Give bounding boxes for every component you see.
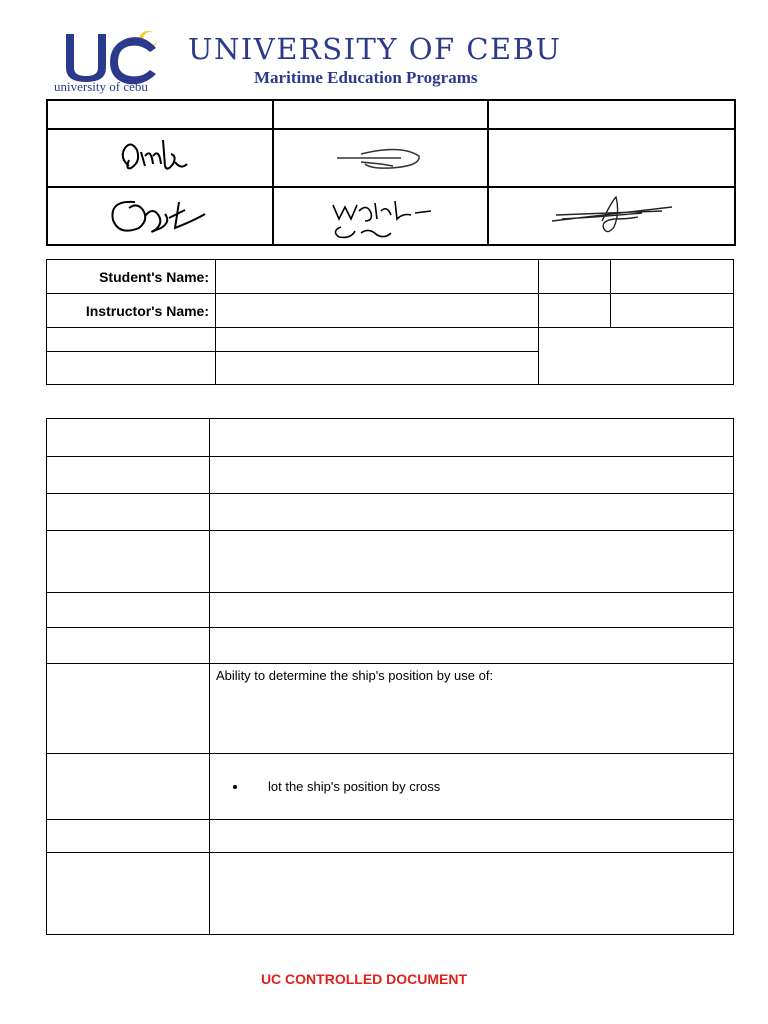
signature-cell [47, 187, 273, 245]
handwritten-signature [321, 191, 441, 241]
instructor-name-field[interactable] [216, 294, 539, 328]
table-cell [611, 294, 734, 328]
handwritten-signature [105, 192, 215, 240]
table-row [47, 664, 734, 754]
table-cell [488, 100, 735, 129]
university-title: UNIVERSITY OF CEBU [188, 32, 562, 66]
table-cell [488, 129, 735, 187]
ability-description: Ability to determine the ship's position by use of: [210, 664, 734, 754]
table-cell[interactable] [216, 352, 539, 385]
table-cell [539, 260, 611, 294]
table-cell [210, 593, 734, 628]
task-details-table [46, 418, 734, 935]
table-cell [47, 820, 210, 853]
table-row [47, 260, 734, 294]
table-cell [539, 294, 611, 328]
logo-caption: university of cebu [54, 79, 148, 94]
table-cell [47, 100, 273, 129]
table-row [47, 457, 734, 494]
signature-cell [273, 187, 488, 245]
table-row [47, 820, 734, 853]
bullet-list [216, 779, 727, 794]
table-row [47, 100, 735, 129]
student-info-table [46, 259, 734, 385]
table-row [47, 419, 734, 457]
table-cell [210, 531, 734, 593]
table-cell [47, 457, 210, 494]
table-cell [210, 820, 734, 853]
table-cell [47, 754, 210, 820]
table-row [47, 754, 734, 820]
instructor-name-label: Instructor's Name: [47, 294, 216, 328]
table-cell [210, 419, 734, 457]
table-row [47, 853, 734, 935]
program-subtitle: Maritime Education Programs [254, 68, 478, 87]
table-row [47, 531, 734, 593]
handwritten-signature [331, 136, 431, 180]
approval-signature-table [46, 99, 736, 246]
table-cell [47, 494, 210, 531]
list-item: • lot the ship's position by cross [248, 779, 727, 794]
table-row [47, 628, 734, 664]
table-cell [210, 853, 734, 935]
table-cell [47, 419, 210, 457]
table-cell [47, 853, 210, 935]
table-cell [47, 593, 210, 628]
table-row [47, 593, 734, 628]
table-cell [273, 100, 488, 129]
student-name-label: Student's Name: [47, 260, 216, 294]
table-cell [210, 754, 734, 820]
signature-cell [47, 129, 273, 187]
signature-cell [488, 187, 735, 245]
table-row [47, 129, 735, 187]
table-row [47, 187, 735, 245]
table-cell [47, 664, 210, 754]
table-cell [210, 457, 734, 494]
handwritten-signature [542, 191, 682, 241]
table-cell[interactable] [216, 328, 539, 352]
table-cell [47, 531, 210, 593]
student-name-field[interactable] [216, 260, 539, 294]
table-cell [47, 352, 216, 385]
handwritten-signature [115, 136, 205, 180]
table-cell [611, 260, 734, 294]
table-row [47, 494, 734, 531]
table-cell [47, 328, 216, 352]
table-cell [210, 628, 734, 664]
table-cell [210, 494, 734, 531]
table-cell [47, 628, 210, 664]
table-row [47, 328, 734, 352]
table-cell [539, 328, 734, 385]
controlled-document-label: UC CONTROLLED DOCUMENT [260, 971, 468, 987]
table-row [47, 294, 734, 328]
signature-cell [273, 129, 488, 187]
university-logo [52, 26, 182, 94]
